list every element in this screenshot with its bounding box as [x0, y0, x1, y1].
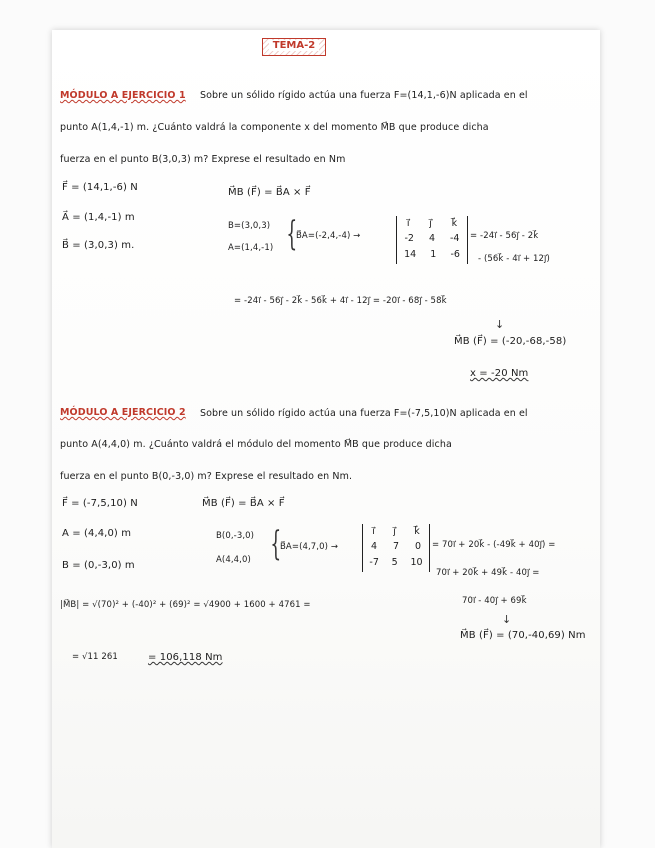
ex1-mat-cell: -4 [449, 233, 460, 244]
topic-title-box [262, 38, 326, 56]
ex2-heading: MÓDULO A EJERCICIO 2 [60, 407, 186, 418]
ex2-moment-result: M⃗B (F⃗) = (70,-40,69) Nm [460, 630, 586, 641]
ex2-ba-vector: B⃗A=(4,7,0) → [280, 542, 339, 552]
ex1-statement-line3: fuerza en el punto B(3,0,3) m? Exprese el resultado en Nm [60, 154, 346, 165]
ex1-statement-line1: Sobre un sólido rígido actúa una fuerza F=(14,1,-6)N aplicada en el [200, 90, 528, 101]
ex2-determinant [362, 524, 430, 572]
ex2-statement-line1: Sobre un sólido rígido actúa una fuerza F=(-7,5,10)N aplicada en el [200, 408, 528, 419]
ex1-mat-cell: 14 [404, 249, 417, 260]
ex2-mat-cell: 4 [370, 541, 378, 552]
ex1-mat-cell: 1 [430, 249, 437, 260]
ex1-point-a-coords: A=(1,4,-1) [228, 243, 274, 253]
ex2-determinant-line1: = 70i⃗ + 20k⃗ - (-49k⃗ + 40j⃗) = [432, 540, 556, 550]
ex1-determinant [396, 216, 468, 264]
arrow-down-icon: ↓ [502, 613, 512, 626]
ex1-answer: x = -20 Nm [470, 368, 529, 379]
ex1-ba-vector: B⃗A=(-2,4,-4) → [296, 231, 361, 241]
ex2-answer: = 106,118 Nm [148, 652, 223, 663]
ex2-mat-cell: 0 [414, 541, 422, 552]
ex2-statement-line2: punto A(4,4,0) m. ¿Cuánto valdrá el módulo del momento M⃗B que produce dicha [60, 439, 452, 450]
ex1-mat-cell: k⃗ [451, 218, 458, 229]
ex2-given-point-b: B = (0,-3,0) m [62, 560, 135, 571]
ex2-moment-formula: M⃗B (F⃗) = B⃗A × F⃗ [202, 498, 285, 509]
ex2-point-a-coords: A(4,4,0) [216, 555, 251, 565]
ex1-statement-line2: punto A(1,4,-1) m. ¿Cuánto valdrá la componente x del momento M⃗B que produce dicha [60, 122, 489, 133]
ex2-mat-cell: j⃗ [393, 526, 396, 537]
ex1-given-point-b: B⃗ = (3,0,3) m. [62, 240, 135, 251]
ex1-mat-cell: j⃗ [429, 218, 432, 229]
ex2-point-b-coords: B(0,-3,0) [216, 531, 255, 541]
ex2-given-point-a: A = (4,4,0) m [62, 528, 132, 539]
ex2-mat-cell: 5 [391, 557, 398, 568]
ex2-given-force: F⃗ = (-7,5,10) N [62, 498, 138, 509]
ex2-determinant-line3: 70i⃗ - 40j⃗ + 69k⃗ [462, 596, 527, 606]
ex1-mat-cell: -2 [404, 233, 414, 244]
ex2-mat-cell: 10 [410, 557, 423, 568]
ex1-determinant-line2: - (56k⃗ - 4i⃗ + 12j⃗) [478, 254, 550, 264]
ex1-moment-formula: M⃗B (F⃗) = B⃗A × F⃗ [228, 187, 311, 198]
ex1-mat-cell: -6 [450, 249, 460, 260]
topic-title: TEMA-2 [269, 40, 319, 51]
ex1-mat-cell: i⃗ [406, 218, 410, 229]
ex2-modulus: |M⃗B| = √(70)² + (-40)² + (69)² = √4900 + 1600 + 4761 = [60, 600, 311, 610]
ex2-mat-cell: 7 [392, 541, 400, 552]
ex1-brace: { [286, 214, 298, 254]
ex2-mat-cell: -7 [369, 557, 379, 568]
ex1-given-force: F⃗ = (14,1,-6) N [62, 182, 138, 193]
ex1-given-point-a: A⃗ = (1,4,-1) m [62, 212, 135, 223]
ex1-determinant-line1: = -24i⃗ - 56j⃗ - 2k⃗ [470, 231, 539, 241]
ex2-mat-cell: i⃗ [372, 526, 375, 537]
ex2-mat-cell: k⃗ [414, 526, 420, 537]
ex2-determinant-line2: 70i⃗ + 20k⃗ + 49k⃗ - 40j⃗ = [436, 568, 540, 578]
arrow-down-icon: ↓ [495, 318, 505, 331]
ex2-brace: { [270, 524, 282, 564]
ex1-moment-result: M⃗B (F⃗) = (-20,-68,-58) [454, 336, 567, 347]
ex1-heading: MÓDULO A EJERCICIO 1 [60, 90, 186, 101]
ex1-point-b-coords: B=(3,0,3) [228, 221, 271, 231]
ex1-mat-cell: 4 [428, 233, 435, 244]
worksheet-page [52, 30, 600, 848]
ex2-statement-line3: fuerza en el punto B(0,-3,0) m? Exprese el resultado en Nm. [60, 471, 353, 482]
ex1-expansion: = -24i⃗ - 56j⃗ - 2k⃗ - 56k⃗ + 4i⃗ - 12j⃗ = -20i⃗ - 68j⃗ - 58k⃗ [234, 296, 447, 306]
ex2-modulus-sqrt: = √11 261 [72, 652, 118, 662]
